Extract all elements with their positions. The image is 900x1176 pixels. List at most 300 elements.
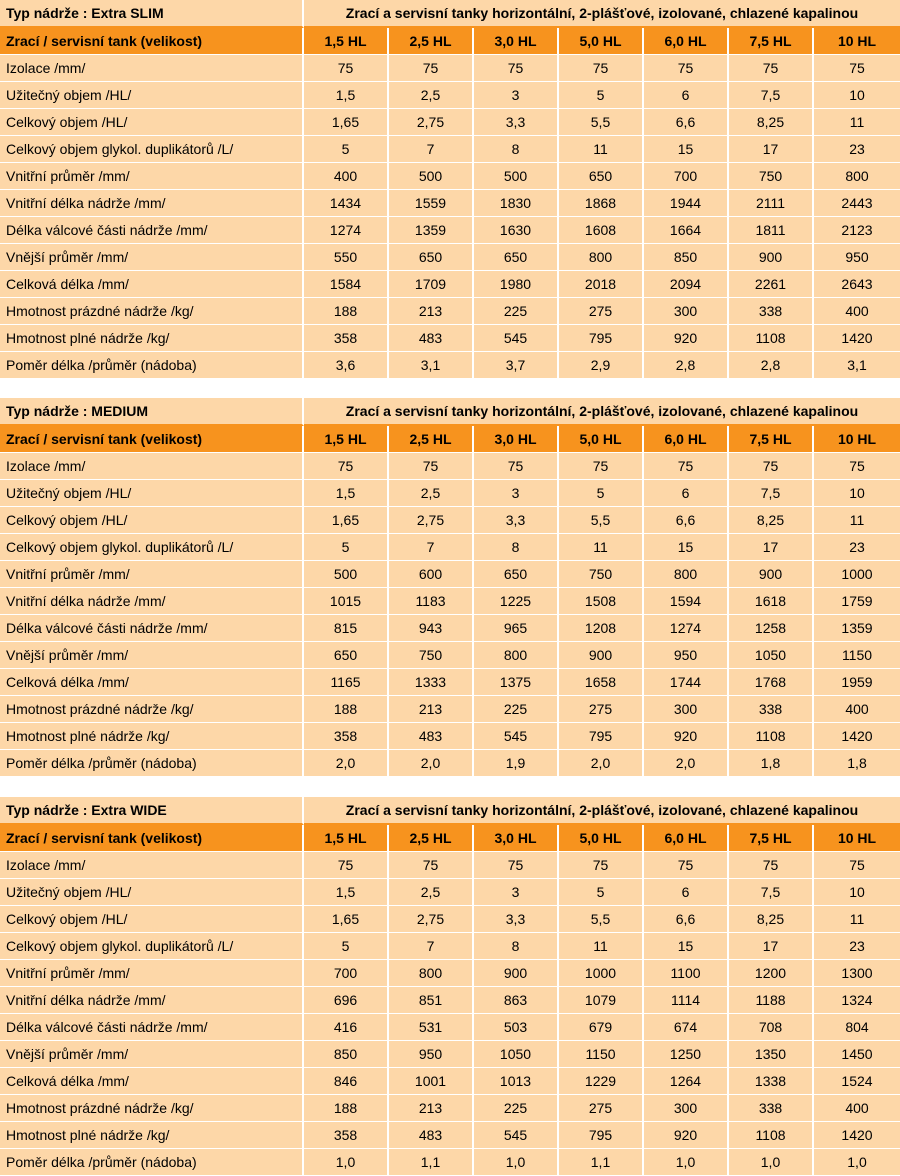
table-cell: 1300	[814, 960, 900, 987]
table-cell: 75	[389, 852, 474, 879]
table-cell: 1,9	[474, 750, 559, 777]
table-cell: 850	[304, 1041, 389, 1068]
table-cell: 2,75	[389, 507, 474, 534]
table-cell: 863	[474, 987, 559, 1014]
tank-type-label: Typ nádrže : MEDIUM	[0, 398, 304, 426]
column-header: 6,0 HL	[644, 825, 729, 852]
table-cell: 1274	[644, 615, 729, 642]
row-label: Poměr délka /průměr (nádoba)	[0, 352, 304, 379]
row-label: Izolace /mm/	[0, 852, 304, 879]
row-label: Celková délka /mm/	[0, 669, 304, 696]
table-cell: 400	[814, 696, 900, 723]
table-cell: 3,6	[304, 352, 389, 379]
column-header: 6,0 HL	[644, 426, 729, 453]
table-row	[0, 352, 900, 379]
table-cell: 2,9	[559, 352, 644, 379]
table-cell: 1980	[474, 271, 559, 298]
table-cell: 75	[814, 453, 900, 480]
size-header: Zrací / servisní tank (velikost)	[0, 825, 304, 852]
row-label: Celková délka /mm/	[0, 271, 304, 298]
table-row	[0, 507, 900, 534]
table-cell: 358	[304, 723, 389, 750]
table-cell: 600	[389, 561, 474, 588]
table-cell: 1,0	[729, 1149, 814, 1176]
table-cell: 75	[304, 55, 389, 82]
table-row	[0, 1122, 900, 1149]
table-cell: 1,0	[304, 1149, 389, 1176]
table-cell: 800	[474, 642, 559, 669]
tank-description: Zrací a servisní tanky horizontální, 2-plášťové, izolované, chlazené kapalinou	[304, 398, 900, 426]
table-cell: 10	[814, 480, 900, 507]
table-cell: 943	[389, 615, 474, 642]
table-cell: 545	[474, 723, 559, 750]
table-cell: 75	[474, 453, 559, 480]
table-cell: 75	[389, 55, 474, 82]
row-label: Vnější průměr /mm/	[0, 244, 304, 271]
table-cell: 2,8	[729, 352, 814, 379]
table-cell: 1,0	[814, 1149, 900, 1176]
table-cell: 2123	[814, 217, 900, 244]
table-cell: 1420	[814, 723, 900, 750]
table-cell: 338	[729, 696, 814, 723]
table-cell: 2094	[644, 271, 729, 298]
table-cell: 674	[644, 1014, 729, 1041]
table-cell: 188	[304, 298, 389, 325]
spec-table	[0, 797, 900, 1176]
table-cell: 75	[814, 852, 900, 879]
table-cell: 400	[814, 1095, 900, 1122]
column-header: 3,0 HL	[474, 825, 559, 852]
row-label: Hmotnost plné nádrže /kg/	[0, 1122, 304, 1149]
table-cell: 1,65	[304, 906, 389, 933]
table-cell: 1830	[474, 190, 559, 217]
table-cell: 1324	[814, 987, 900, 1014]
row-label: Užitečný objem /HL/	[0, 480, 304, 507]
table-cell: 1250	[644, 1041, 729, 1068]
table-cell: 225	[474, 696, 559, 723]
table-cell: 225	[474, 1095, 559, 1122]
column-header: 7,5 HL	[729, 825, 814, 852]
table-row	[0, 55, 900, 82]
table-cell: 804	[814, 1014, 900, 1041]
table-cell: 1,65	[304, 507, 389, 534]
table-cell: 1559	[389, 190, 474, 217]
table-cell: 1420	[814, 1122, 900, 1149]
table-cell: 8	[474, 534, 559, 561]
table-row	[0, 453, 900, 480]
size-header: Zrací / servisní tank (velikost)	[0, 426, 304, 453]
column-header: 1,5 HL	[304, 426, 389, 453]
table-cell: 1618	[729, 588, 814, 615]
table-cell: 75	[559, 453, 644, 480]
table-cell: 679	[559, 1014, 644, 1041]
table-cell: 2,0	[304, 750, 389, 777]
table-cell: 1333	[389, 669, 474, 696]
table-cell: 545	[474, 325, 559, 352]
table-cell: 5,5	[559, 507, 644, 534]
table-cell: 1108	[729, 325, 814, 352]
table-cell: 1,5	[304, 480, 389, 507]
table-cell: 6,6	[644, 906, 729, 933]
table-cell: 500	[304, 561, 389, 588]
table-cell: 8,25	[729, 906, 814, 933]
table-row	[0, 244, 900, 271]
table-cell: 2,5	[389, 879, 474, 906]
table-cell: 5,5	[559, 109, 644, 136]
table-cell: 5	[304, 136, 389, 163]
table-cell: 2261	[729, 271, 814, 298]
table-cell: 920	[644, 723, 729, 750]
table-cell: 8	[474, 136, 559, 163]
spec-table-block	[0, 398, 900, 777]
table-cell: 15	[644, 933, 729, 960]
tank-type-label: Typ nádrže : Extra WIDE	[0, 797, 304, 825]
table-cell: 2,0	[559, 750, 644, 777]
row-label: Celkový objem /HL/	[0, 109, 304, 136]
table-cell: 3,3	[474, 109, 559, 136]
table-cell: 213	[389, 1095, 474, 1122]
column-header: 2,5 HL	[389, 28, 474, 55]
table-cell: 11	[559, 136, 644, 163]
table-cell: 650	[304, 642, 389, 669]
table-cell: 1000	[559, 960, 644, 987]
table-cell: 8,25	[729, 507, 814, 534]
table-title-row	[0, 797, 900, 825]
table-cell: 5	[304, 534, 389, 561]
row-label: Izolace /mm/	[0, 55, 304, 82]
table-cell: 11	[559, 534, 644, 561]
table-cell: 2443	[814, 190, 900, 217]
table-cell: 300	[644, 298, 729, 325]
table-cell: 1150	[559, 1041, 644, 1068]
table-cell: 800	[389, 960, 474, 987]
table-cell: 531	[389, 1014, 474, 1041]
table-cell: 1,1	[389, 1149, 474, 1176]
table-cell: 300	[644, 696, 729, 723]
table-row	[0, 163, 900, 190]
table-cell: 750	[559, 561, 644, 588]
table-cell: 1630	[474, 217, 559, 244]
table-cell: 3,1	[389, 352, 474, 379]
table-cell: 900	[729, 561, 814, 588]
table-cell: 300	[644, 1095, 729, 1122]
table-cell: 1001	[389, 1068, 474, 1095]
table-cell: 950	[389, 1041, 474, 1068]
table-cell: 900	[729, 244, 814, 271]
table-cell: 1200	[729, 960, 814, 987]
table-cell: 1811	[729, 217, 814, 244]
table-cell: 213	[389, 696, 474, 723]
table-cell: 2018	[559, 271, 644, 298]
column-header: 2,5 HL	[389, 825, 474, 852]
table-cell: 503	[474, 1014, 559, 1041]
table-cell: 550	[304, 244, 389, 271]
row-label: Vnitřní průměr /mm/	[0, 163, 304, 190]
row-label: Vnitřní délka nádrže /mm/	[0, 987, 304, 1014]
table-cell: 3,3	[474, 507, 559, 534]
column-header: 10 HL	[814, 825, 900, 852]
table-cell: 11	[814, 507, 900, 534]
table-cell: 275	[559, 696, 644, 723]
table-cell: 795	[559, 325, 644, 352]
table-row	[0, 1149, 900, 1176]
table-cell: 75	[304, 852, 389, 879]
column-header: 6,0 HL	[644, 28, 729, 55]
table-cell: 1165	[304, 669, 389, 696]
table-cell: 750	[729, 163, 814, 190]
table-cell: 2,75	[389, 109, 474, 136]
table-cell: 1079	[559, 987, 644, 1014]
table-cell: 5	[304, 933, 389, 960]
table-cell: 75	[729, 453, 814, 480]
tank-type-label: Typ nádrže : Extra SLIM	[0, 0, 304, 28]
spec-table	[0, 0, 900, 379]
table-cell: 1000	[814, 561, 900, 588]
table-cell: 5	[559, 82, 644, 109]
table-cell: 1,5	[304, 82, 389, 109]
row-label: Hmotnost plné nádrže /kg/	[0, 723, 304, 750]
table-cell: 965	[474, 615, 559, 642]
table-cell: 2,5	[389, 480, 474, 507]
column-header: 1,5 HL	[304, 825, 389, 852]
column-header: 5,0 HL	[559, 426, 644, 453]
table-cell: 850	[644, 244, 729, 271]
table-cell: 1100	[644, 960, 729, 987]
table-row	[0, 271, 900, 298]
table-cell: 7,5	[729, 82, 814, 109]
table-cell: 1208	[559, 615, 644, 642]
table-row	[0, 879, 900, 906]
column-header: 5,0 HL	[559, 825, 644, 852]
table-cell: 6	[644, 82, 729, 109]
table-cell: 1,1	[559, 1149, 644, 1176]
table-cell: 1015	[304, 588, 389, 615]
table-cell: 1108	[729, 723, 814, 750]
table-row	[0, 561, 900, 588]
table-cell: 75	[644, 852, 729, 879]
table-cell: 1338	[729, 1068, 814, 1095]
table-cell: 188	[304, 696, 389, 723]
table-cell: 1868	[559, 190, 644, 217]
table-cell: 75	[559, 55, 644, 82]
table-cell: 75	[389, 453, 474, 480]
table-cell: 2,5	[389, 82, 474, 109]
table-cell: 1,5	[304, 879, 389, 906]
table-cell: 3	[474, 82, 559, 109]
table-cell: 10	[814, 879, 900, 906]
table-cell: 1508	[559, 588, 644, 615]
table-cell: 483	[389, 723, 474, 750]
table-cell: 1709	[389, 271, 474, 298]
column-header: 5,0 HL	[559, 28, 644, 55]
column-header: 10 HL	[814, 28, 900, 55]
table-cell: 75	[729, 852, 814, 879]
table-cell: 1944	[644, 190, 729, 217]
table-cell: 188	[304, 1095, 389, 1122]
table-cell: 1768	[729, 669, 814, 696]
row-label: Hmotnost prázdné nádrže /kg/	[0, 696, 304, 723]
table-header-row	[0, 28, 900, 55]
table-cell: 1050	[474, 1041, 559, 1068]
table-cell: 17	[729, 136, 814, 163]
table-cell: 1658	[559, 669, 644, 696]
table-cell: 920	[644, 1122, 729, 1149]
table-cell: 75	[474, 55, 559, 82]
table-cell: 11	[814, 906, 900, 933]
table-cell: 1274	[304, 217, 389, 244]
table-cell: 3,1	[814, 352, 900, 379]
row-label: Hmotnost prázdné nádrže /kg/	[0, 1095, 304, 1122]
row-label: Celková délka /mm/	[0, 1068, 304, 1095]
table-row	[0, 217, 900, 244]
table-cell: 3	[474, 879, 559, 906]
table-cell: 1,8	[814, 750, 900, 777]
table-cell: 416	[304, 1014, 389, 1041]
table-cell: 3	[474, 480, 559, 507]
table-cell: 1744	[644, 669, 729, 696]
table-cell: 2,0	[389, 750, 474, 777]
table-cell: 338	[729, 298, 814, 325]
table-cell: 700	[304, 960, 389, 987]
row-label: Užitečný objem /HL/	[0, 82, 304, 109]
table-cell: 3,3	[474, 906, 559, 933]
table-row	[0, 1068, 900, 1095]
table-cell: 800	[814, 163, 900, 190]
table-cell: 400	[304, 163, 389, 190]
table-cell: 1108	[729, 1122, 814, 1149]
table-title-row	[0, 398, 900, 426]
table-cell: 1759	[814, 588, 900, 615]
table-cell: 2,0	[644, 750, 729, 777]
table-cell: 358	[304, 325, 389, 352]
table-cell: 1,8	[729, 750, 814, 777]
column-header: 7,5 HL	[729, 426, 814, 453]
table-cell: 1375	[474, 669, 559, 696]
table-cell: 950	[644, 642, 729, 669]
table-cell: 1420	[814, 325, 900, 352]
table-cell: 851	[389, 987, 474, 1014]
row-label: Vnitřní průměr /mm/	[0, 561, 304, 588]
table-cell: 1434	[304, 190, 389, 217]
table-row	[0, 298, 900, 325]
row-label: Hmotnost plné nádrže /kg/	[0, 325, 304, 352]
table-row	[0, 588, 900, 615]
row-label: Délka válcové části nádrže /mm/	[0, 615, 304, 642]
table-cell: 2,8	[644, 352, 729, 379]
spec-table-block	[0, 797, 900, 1176]
row-label: Vnější průměr /mm/	[0, 1041, 304, 1068]
table-cell: 6,6	[644, 507, 729, 534]
table-cell: 1594	[644, 588, 729, 615]
table-cell: 225	[474, 298, 559, 325]
table-cell: 750	[389, 642, 474, 669]
table-header-row	[0, 825, 900, 852]
table-cell: 1524	[814, 1068, 900, 1095]
table-row	[0, 1095, 900, 1122]
table-cell: 708	[729, 1014, 814, 1041]
table-cell: 483	[389, 1122, 474, 1149]
table-cell: 5,5	[559, 906, 644, 933]
row-label: Délka válcové části nádrže /mm/	[0, 1014, 304, 1041]
column-header: 2,5 HL	[389, 426, 474, 453]
table-cell: 7	[389, 136, 474, 163]
table-row	[0, 696, 900, 723]
table-cell: 1229	[559, 1068, 644, 1095]
table-row	[0, 136, 900, 163]
table-cell: 2643	[814, 271, 900, 298]
row-label: Celkový objem glykol. duplikátorů /L/	[0, 136, 304, 163]
row-label: Vnitřní délka nádrže /mm/	[0, 588, 304, 615]
table-cell: 900	[559, 642, 644, 669]
table-cell: 500	[474, 163, 559, 190]
table-cell: 1,0	[644, 1149, 729, 1176]
table-cell: 1264	[644, 1068, 729, 1095]
table-cell: 1258	[729, 615, 814, 642]
column-header: 1,5 HL	[304, 28, 389, 55]
table-row	[0, 534, 900, 561]
table-cell: 75	[644, 453, 729, 480]
table-cell: 17	[729, 534, 814, 561]
table-cell: 17	[729, 933, 814, 960]
table-row	[0, 109, 900, 136]
row-label: Izolace /mm/	[0, 453, 304, 480]
table-cell: 358	[304, 1122, 389, 1149]
table-cell: 23	[814, 136, 900, 163]
table-cell: 1664	[644, 217, 729, 244]
table-cell: 650	[389, 244, 474, 271]
table-cell: 1450	[814, 1041, 900, 1068]
table-cell: 3,7	[474, 352, 559, 379]
table-cell: 1225	[474, 588, 559, 615]
table-cell: 7,5	[729, 879, 814, 906]
table-cell: 2111	[729, 190, 814, 217]
spec-table	[0, 398, 900, 777]
table-cell: 15	[644, 534, 729, 561]
row-label: Poměr délka /průměr (nádoba)	[0, 750, 304, 777]
table-cell: 1959	[814, 669, 900, 696]
table-cell: 1,0	[474, 1149, 559, 1176]
table-cell: 1,65	[304, 109, 389, 136]
table-cell: 23	[814, 534, 900, 561]
table-row	[0, 723, 900, 750]
table-cell: 8	[474, 933, 559, 960]
table-cell: 1050	[729, 642, 814, 669]
row-label: Hmotnost prázdné nádrže /kg/	[0, 298, 304, 325]
tank-description: Zrací a servisní tanky horizontální, 2-plášťové, izolované, chlazené kapalinou	[304, 797, 900, 825]
column-header: 3,0 HL	[474, 28, 559, 55]
size-header: Zrací / servisní tank (velikost)	[0, 28, 304, 55]
table-header-row	[0, 426, 900, 453]
table-cell: 7	[389, 534, 474, 561]
table-row	[0, 906, 900, 933]
table-cell: 400	[814, 298, 900, 325]
table-cell: 920	[644, 325, 729, 352]
table-cell: 1608	[559, 217, 644, 244]
row-label: Délka válcové části nádrže /mm/	[0, 217, 304, 244]
column-header: 10 HL	[814, 426, 900, 453]
table-cell: 7,5	[729, 480, 814, 507]
row-label: Vnější průměr /mm/	[0, 642, 304, 669]
table-cell: 1150	[814, 642, 900, 669]
table-cell: 5	[559, 480, 644, 507]
table-cell: 6	[644, 879, 729, 906]
table-cell: 650	[474, 561, 559, 588]
table-cell: 338	[729, 1095, 814, 1122]
table-row	[0, 852, 900, 879]
table-cell: 1359	[814, 615, 900, 642]
table-cell: 1584	[304, 271, 389, 298]
table-row	[0, 325, 900, 352]
